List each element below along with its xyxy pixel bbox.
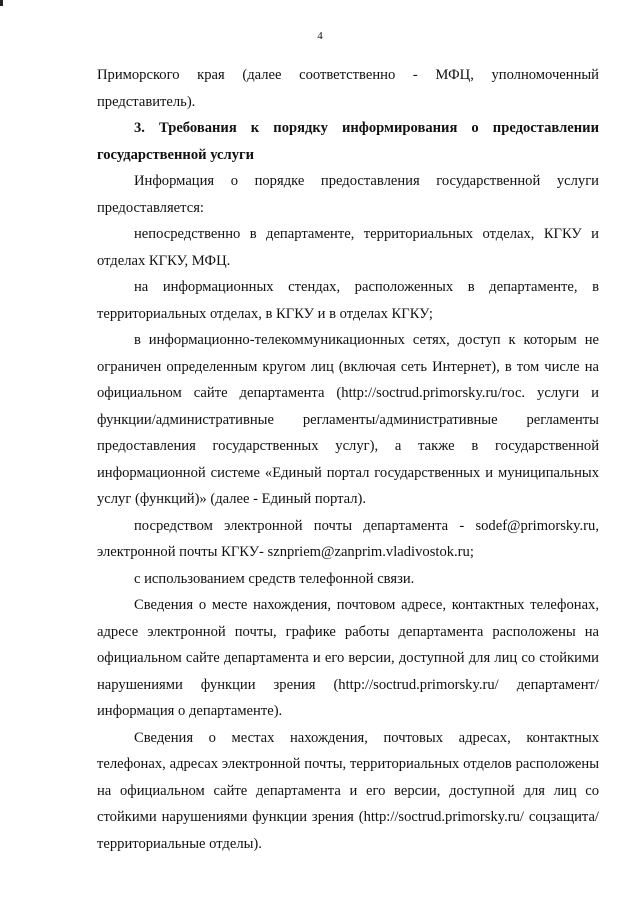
paragraph-directly: непосредственно в департаменте, территориальных отделах, КГКУ и отделах КГКУ, МФЦ.: [97, 226, 599, 269]
paragraph-phone: с использованием средств телефонной связи.: [134, 570, 415, 587]
paragraph-department-info: Сведения о месте нахождения, почтовом адресе, контактных телефонах, адресе электронной почты, графике работы департамента расположены на официальном сайте департамента и его версии, доступной для лиц со стойкими нарушениями функции зрения (http://soctrud.primorsky.ru/ департамент/информация о департаменте).: [97, 597, 599, 719]
paragraph-email: посредством электронной почты департамента - sodef@primorsky.ru, электронной почты КГКУ- sznpriem@zanprim.vladivostok.ru;: [97, 517, 599, 560]
document-body: [97, 62, 599, 857]
paragraph-territorial-info: Сведения о местах нахождения, почтовых адресах, контактных телефонах, адресах электронной почты, территориальных отделов расположены на официальном сайте департамента и его версии, доступной для лиц со стойкими нарушениями функции зрения (http://soctrud.primorsky.ru/ соцзащита/территориальные отделы).: [97, 729, 599, 852]
paragraph-networks: в информационно-телекоммуникационных сетях, доступ к которым не ограничен определенным кругом лиц (включая сеть Интернет), в том числе на официальном сайте департамента (http://soctrud.primorsky.ru/гос. услуги и функции/административные регламенты/административные регламенты предоставления государственных услуг), а также в государственной информационной системе «Единый портал государственных и муниципальных услуг (функций)» (далее - Единый портал).: [97, 332, 599, 507]
paragraph-continuation: Приморского края (далее соответственно - МФЦ, уполномоченный представитель).: [97, 67, 599, 110]
paragraph-info-intro: Информация о порядке предоставления государственной услуги предоставляется:: [97, 173, 599, 216]
page-number: 4: [317, 30, 323, 42]
scan-corner-mark: [0, 0, 3, 6]
section-heading: 3. Требования к порядку информирования о предоставлении государственной услуги: [97, 120, 599, 163]
paragraph-stands: на информационных стендах, расположенных в департаменте, в территориальных отделах, в КГКУ и в отделах КГКУ;: [97, 279, 599, 322]
